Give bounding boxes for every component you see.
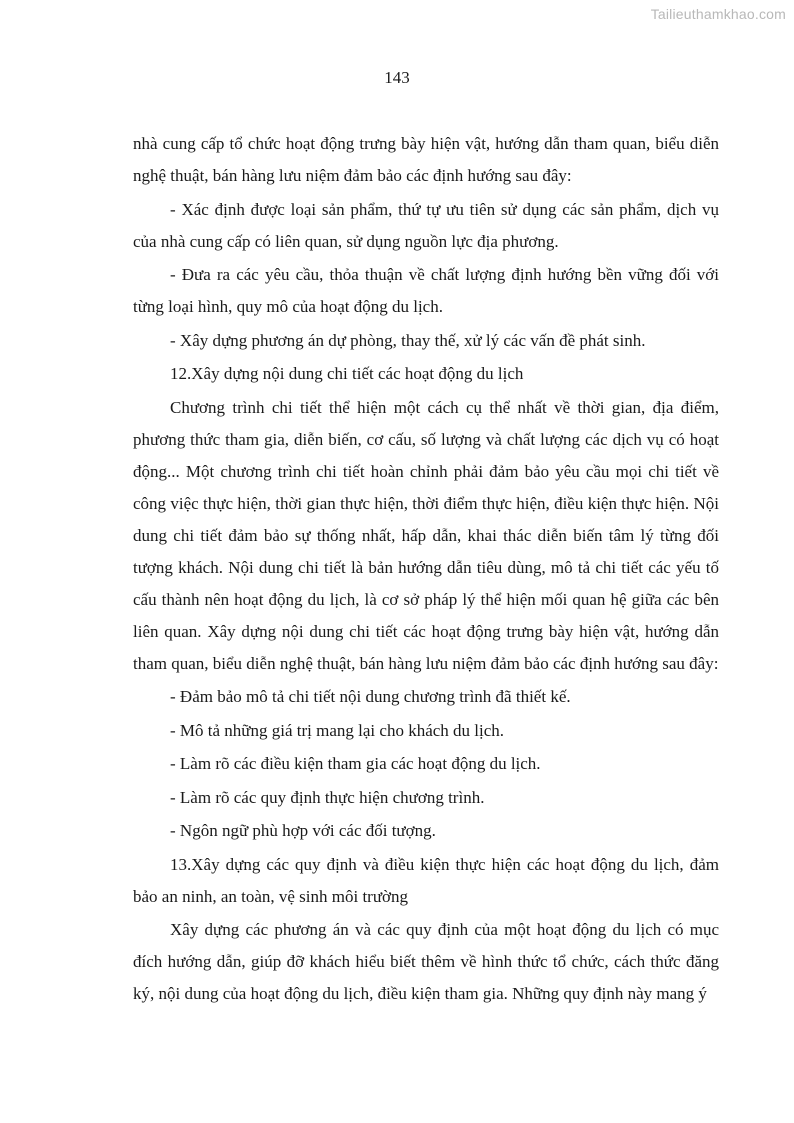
- bullet-item: - Làm rõ các quy định thực hiện chương trình.: [170, 787, 485, 807]
- document-body: [133, 128, 719, 1012]
- page-number: 143: [384, 68, 410, 87]
- section-heading: 12.Xây dựng nội dung chi tiết các hoạt động du lịch: [170, 364, 524, 383]
- watermark: Tailieuthamkhao.com: [650, 6, 786, 22]
- paragraph: Chương trình chi tiết thể hiện một cách cụ thể nhất về thời gian, địa điểm, phương thức tham gia, diễn biến, cơ cấu, số lượng và chất lượng các dịch vụ có hoạt động... Một chương trình chi tiết hoàn chỉnh phải đảm bảo yêu cầu mọi chi tiết về công việc thực hiện, thời gian thực hiện, thời điểm thực hiện, điều kiện thực hiện. Nội dung chi tiết đảm bảo sự thống nhất, hấp dẫn, khai thác diễn biến tâm lý từng đối tượng khách. Nội dung chi tiết là bản hướng dẫn tiêu dùng, mô tả chi tiết các yếu tố cấu thành nên hoạt động du lịch, là cơ sở pháp lý thể hiện mối quan hệ giữa các bên liên quan. Xây dựng nội dung chi tiết các hoạt động trưng bày hiện vật, hướng dẫn tham quan, biểu diễn nghệ thuật, bán hàng lưu niệm đảm bảo các định hướng sau đây:: [133, 397, 719, 673]
- bullet-item: - Xây dựng phương án dự phòng, thay thế, xử lý các vấn đề phát sinh.: [170, 330, 646, 350]
- paragraph: nhà cung cấp tổ chức hoạt động trưng bày hiện vật, hướng dẫn tham quan, biểu diễn nghệ thuật, bán hàng lưu niệm đảm bảo các định hướng sau đây:: [133, 134, 719, 185]
- bullet-item: - Ngôn ngữ phù hợp với các đối tượng.: [170, 821, 436, 840]
- bullet-item: - Xác định được loại sản phẩm, thứ tự ưu tiên sử dụng các sản phẩm, dịch vụ của nhà cung cấp có liên quan, sử dụng nguồn lực địa phương.: [133, 199, 719, 251]
- bullet-item: - Mô tả những giá trị mang lại cho khách du lịch.: [170, 720, 505, 740]
- bullet-item: - Đảm bảo mô tả chi tiết nội dung chương trình đã thiết kế.: [170, 687, 571, 706]
- paragraph: Xây dựng các phương án và các quy định của một hoạt động du lịch có mục đích hướng dẫn, giúp đỡ khách hiểu biết thêm về hình thức tổ chức, cách thức đăng ký, nội dung của hoạt động du lịch, điều kiện tham gia. Những quy định này mang ý: [133, 920, 719, 1003]
- section-heading: 13.Xây dựng các quy định và điều kiện thực hiện các hoạt động du lịch, đảm bảo an ninh, an toàn, vệ sinh môi trường: [133, 854, 719, 906]
- bullet-item: - Đưa ra các yêu cầu, thỏa thuận về chất lượng định hướng bền vững đối với từng loại hình, quy mô của hoạt động du lịch.: [133, 265, 719, 316]
- bullet-item: - Làm rõ các điều kiện tham gia các hoạt động du lịch.: [170, 754, 541, 773]
